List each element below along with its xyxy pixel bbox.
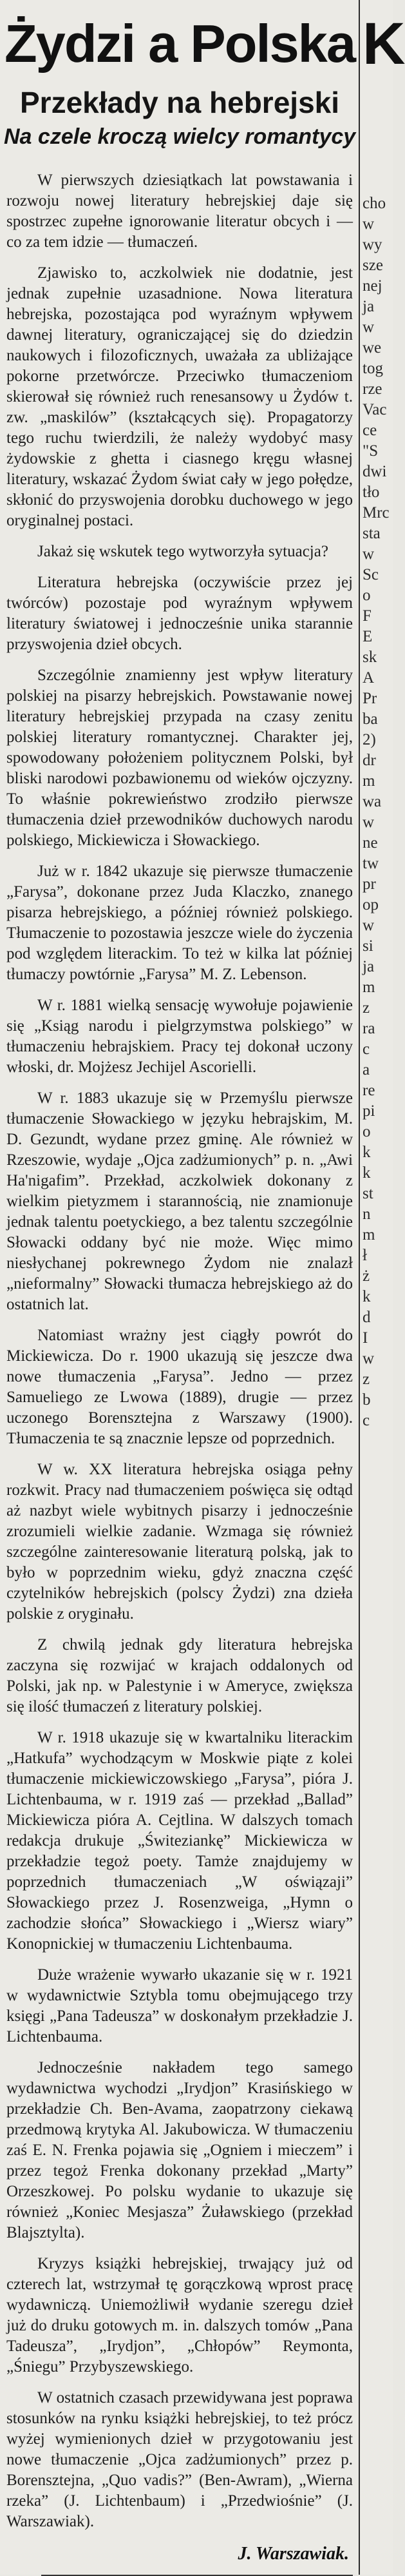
adjacent-text-fragment: w	[363, 318, 375, 336]
adjacent-text-fragment: tło	[363, 483, 380, 501]
adjacent-text-fragment: ra	[363, 1020, 375, 1037]
adjacent-text-fragment: k	[363, 1288, 371, 1305]
adjacent-text-fragment: wa	[363, 793, 382, 810]
adjacent-text-fragment: 2)	[363, 731, 376, 748]
adjacent-text-fragment: m	[363, 772, 375, 790]
adjacent-text-fragment: ż	[363, 1267, 370, 1285]
article-subheadline: Przekłady na hebrejski	[19, 86, 340, 119]
adjacent-text-fragment: Vac	[363, 401, 387, 418]
adjacent-text-fragment: w	[363, 215, 375, 233]
article-headline: Żydzi a Polska	[4, 14, 355, 73]
adjacent-text-fragment: tog	[363, 360, 383, 377]
adjacent-text-fragment: sta	[363, 525, 381, 542]
adjacent-text-fragment: Pr	[363, 690, 377, 707]
adjacent-headline-fragment: K	[363, 11, 405, 77]
adjacent-text-fragment: "S	[363, 442, 379, 460]
adjacent-text-fragment: c	[363, 1412, 370, 1429]
article-paragraph: Duże wrażenie wywarło ukazanie się w r. 1921 w wydawnictwie Sztybla tomu obejmującego trzy księgi „Pana Tadeusza” w doskonałym przekładzie J. Lichtenbauma.	[6, 1966, 353, 2045]
adjacent-text-fragment: a	[363, 1061, 370, 1078]
article-paragraph: W ostatnich czasach przewidywana jest poprawa stosunków na rynku książki hebrejskiej, to też prócz wyżej wymienionych dzieł w przygotowaniu jest nowe tłumaczenie „Ojca zadżumionych” przez p. Borensztejna, „Quo vadis?” (Ben-Awram), „Wierna rzeka” (J. Lichtenbaum) i „Przedwiośnie” (J. Warszawiak).	[6, 2389, 353, 2530]
adjacent-text-fragment: nej	[363, 277, 382, 295]
adjacent-text-fragment: d	[363, 1309, 371, 1326]
adjacent-text-fragment: k	[363, 1144, 371, 1161]
adjacent-text-fragment: ja	[363, 958, 375, 975]
adjacent-text-fragment: w	[363, 1350, 375, 1367]
article-paragraph: W w. XX literatura hebrejska osiąga pełny rozkwit. Pracy nad tłumaczeniem poświęca się odtąd aż nazbyt wiele wybitnych pisarzy i jednocześnie zrozumieli wielkie zadanie. Wzmaga się również szczególne zainteresowanie literaturą polską, jak to było w poprzednim wieku, gdyż znaczna część czytelników hebrejskich (polscy Żydzi) zna dzieła polskie z oryginału.	[6, 1461, 353, 1623]
adjacent-text-fragment: rze	[363, 380, 382, 398]
article-paragraph: Natomiast wrażny jest ciągły powrót do Mickiewicza. Do r. 1900 ukazują się jeszcze dwa nowe tłumaczenia „Farysa”. Jedno — przez Samueliego ze Lwowa (1889), drugie — przez uczonego Borensztejna z Warszawy (1900). Tłumaczenia te są znacznie lepsze od poprzednich.	[6, 1327, 353, 1447]
article-deck: Na czele kroczą wielcy romantycy	[4, 124, 356, 149]
article-paragraph: Zjawisko to, aczkolwiek nie dodatnie, jest jednak zupełnie uzasadnione. Nowa literatura hebrejska, pozostająca pod wyraźnym wpływem dawnej literatury, ograniczającej się do dziedzin naukowych i filozoficznych, uważała za ubliżające pokorne przetwórcze. Przeciwko tłumaczeniom skierował się również ruch renesansowy u Żydów t. zw. „maskilów” (kształcących się). Propagatorzy tego ruchu twierdzili, że należy wydobyć masy żydowskie z ghetta i ciasnego kręgu własnej literatury, wskazać Żydom świat cały w jego połędze, skłonić do przyswojenia dorobku duchowego w jego oryginalnej postaci.	[6, 264, 353, 529]
adjacent-text-fragment: z	[363, 1371, 370, 1388]
adjacent-text-fragment: op	[363, 896, 379, 913]
adjacent-text-fragment: z	[363, 999, 370, 1017]
adjacent-text-fragment: ł	[363, 1247, 367, 1264]
adjacent-column-text	[363, 193, 393, 1431]
adjacent-text-fragment: A	[363, 669, 375, 687]
adjacent-text-fragment: m	[363, 979, 375, 996]
article-paragraph: W pierwszych dziesiątkach lat powstawania i rozwoju nowej literatury hebrejskiej daje się spostrzec zupełne ignorowanie literatur obcych i — co za tem idzie — tłumaczeń.	[6, 171, 353, 251]
article-paragraph: W r. 1883 ukazuje się w Przemyślu pierwsze tłumaczenie Słowackiego w języku hebrajskim, M. D. Gezundt, wydane przez gminę. Ale również w Rzeszowie, wydaje „Ojca zadżumionych” p. n. „Awi Ha'nigafim”. Przekład, aczkolwiek dokonany z wielkim pietyzmem i starannością, nie znamionuje jednak talentu poetyckiego, a bez talentu szczególnie Słowacki oddany być nie może. Więc mimo niesłychanej pokrewnego Żydom nie znalazł „nieformalny” Słowacki tłumacza hebrejskiego aż do ostatnich lat.	[6, 1089, 353, 1313]
adjacent-text-fragment: n	[363, 1205, 371, 1223]
adjacent-text-fragment: ba	[363, 710, 378, 728]
adjacent-column	[363, 0, 405, 2575]
adjacent-text-fragment: Mrc	[363, 504, 390, 522]
adjacent-text-fragment: o	[363, 1123, 371, 1140]
adjacent-text-fragment: dr	[363, 752, 376, 769]
adjacent-text-fragment: we	[363, 339, 382, 356]
adjacent-text-fragment: ce	[363, 422, 377, 439]
article-paragraph: Kryzys książki hebrejskiej, trwający już od czterech lat, wstrzymał tę gorączkową wprost pracę wydawniczą. Uniemożliwił wydanie szeregu dzieł już do druku gotowych m. in. dalszych tomów „Pana Tadeusza”, „Irydjon”, „Chłopów” Reymonta, „Śniegu” Przybyszewskiego.	[6, 2255, 353, 2376]
adjacent-text-fragment: sk	[363, 649, 377, 666]
adjacent-text-fragment: pi	[363, 1102, 375, 1120]
adjacent-text-fragment: Sc	[363, 566, 379, 583]
column-divider	[359, 0, 360, 2575]
adjacent-text-fragment: sze	[363, 257, 383, 274]
adjacent-text-fragment: b	[363, 1391, 371, 1409]
article-paragraph: Szczególnie znamienny jest wpływ literatury polskiej na pisarzy hebrejskich. Powstawanie nowej literatury hebrejskiej przypada na czasy zenitu polskiej literatury romantycznej. Charakter jej, spowodowany położeniem politycznem Polski, był bliski narodowi pozbawionemu od wieków ojczyzny. To właśnie pokrewieństwo zrodziło pierwsze tłumaczenia dzieł przewodników duchowych narodu polskiego, Mickiewicza i Słowackiego.	[6, 667, 353, 849]
article-author: J. Warszawiak.	[238, 2544, 349, 2564]
article-body	[4, 170, 355, 2576]
adjacent-text-fragment: dwi	[363, 463, 387, 480]
adjacent-text-fragment: c	[363, 1040, 370, 1058]
adjacent-text-fragment: k	[363, 1164, 371, 1182]
adjacent-text-fragment: re	[363, 1082, 375, 1099]
article-paragraph: Już w r. 1842 ukazuje się pierwsze tłumaczenie „Farysa”, dokonane przez Juda Klaczko, znanego pisarza hebrejskiego, a później również polskiego. Tłumaczenie to pozostawia jeszcze wiele do życzenia pod względem literackim. To też w kilka lat później tłumaczy powtórnie „Farysa” M. Z. Lebenson.	[6, 863, 353, 983]
article-paragraph: W r. 1881 wielką sensację wywołuje pojawienie się „Ksiąg narodu i pielgrzymstwa polskiego” w tłumaczeniu hebrajskiem. Pracy tej dokonał uczony włoski, dr. Mojżesz Jechijel Ascorielli.	[6, 997, 353, 1076]
adjacent-text-fragment: si	[363, 937, 373, 955]
adjacent-text-fragment: wy	[363, 236, 382, 253]
adjacent-text-fragment: tw	[363, 855, 379, 872]
adjacent-text-fragment: pr	[363, 875, 376, 893]
adjacent-text-fragment: E	[363, 628, 373, 645]
adjacent-text-fragment: w	[363, 917, 375, 934]
adjacent-text-fragment: m	[363, 1226, 375, 1244]
adjacent-text-fragment: cho	[363, 195, 386, 212]
adjacent-text-fragment: F	[363, 607, 372, 625]
adjacent-text-fragment: ne	[363, 834, 378, 852]
adjacent-text-fragment: o	[363, 587, 371, 604]
adjacent-text-fragment: st	[363, 1185, 373, 1202]
article-column	[4, 0, 355, 2575]
article-paragraph: Literatura hebrejska (oczywiście przez jej twórców) pozostaje pod wyraźnym wpływem literatury światowej i jednocześnie unika starannie przyswojenia dzieł obcych.	[6, 574, 353, 653]
article-paragraph: Z chwilą jednak gdy literatura hebrejska zaczyna się rozwijać w krajach oddalonych od Polski, jak np. w Palestynie i w Ameryce, zwiększa się ilość tłumaczeń z literatury polskiej.	[6, 1636, 353, 1715]
article-paragraph: W r. 1918 ukazuje się w kwartalniku literackim „Hatkufa” wychodzącym w Moskwie piąte z kolei tłumaczenie mickiewiczowskiego „Farysa”, pióra J. Lichtenbauma, w r. 1919 zaś — przekład „Ballad” Mickiewicza pióra A. Cejtlina. W dalszych tomach redakcja drukuje „Świteziankę” Mickiewicza w przekładzie tegoż poety. Tamże znajdujemy w poprzednich tłumaczeniach „W oświązaji” Słowackiego przez J. Rosenzweiga, „Hymn o zachodzie słońca” Słowackiego i „Wiersz wiary” Konopnickiej w tłumaczeniu Lichtenbauma.	[6, 1729, 353, 1953]
adjacent-text-fragment: ja	[363, 298, 375, 315]
adjacent-text-fragment: w	[363, 545, 375, 563]
article-paragraph: Jednocześnie nakładem tego samego wydawnictwa wychodzi „Irydjon” Krasińskiego w przekładzie Ch. Ben-Avama, zaopatrzony ciekawą przedmową krytyka Al. Jakubowicza. W tłumaczeniu zaś E. N. Frenka pojawia się „Ogniem i mieczem” i przez tegoż Frenka dokonany przekład „Marty” Orzeszkowej. Po polsku wydanie to ukazuje się również „Koniec Mesjasza” Żuławskiego (przekład Blajsztylta).	[6, 2059, 353, 2241]
adjacent-text-fragment: I	[363, 1329, 368, 1347]
adjacent-text-fragment: w	[363, 814, 375, 831]
article-paragraph: Jakaż się wskutek tego wytworzyła sytuacja?	[37, 543, 328, 560]
